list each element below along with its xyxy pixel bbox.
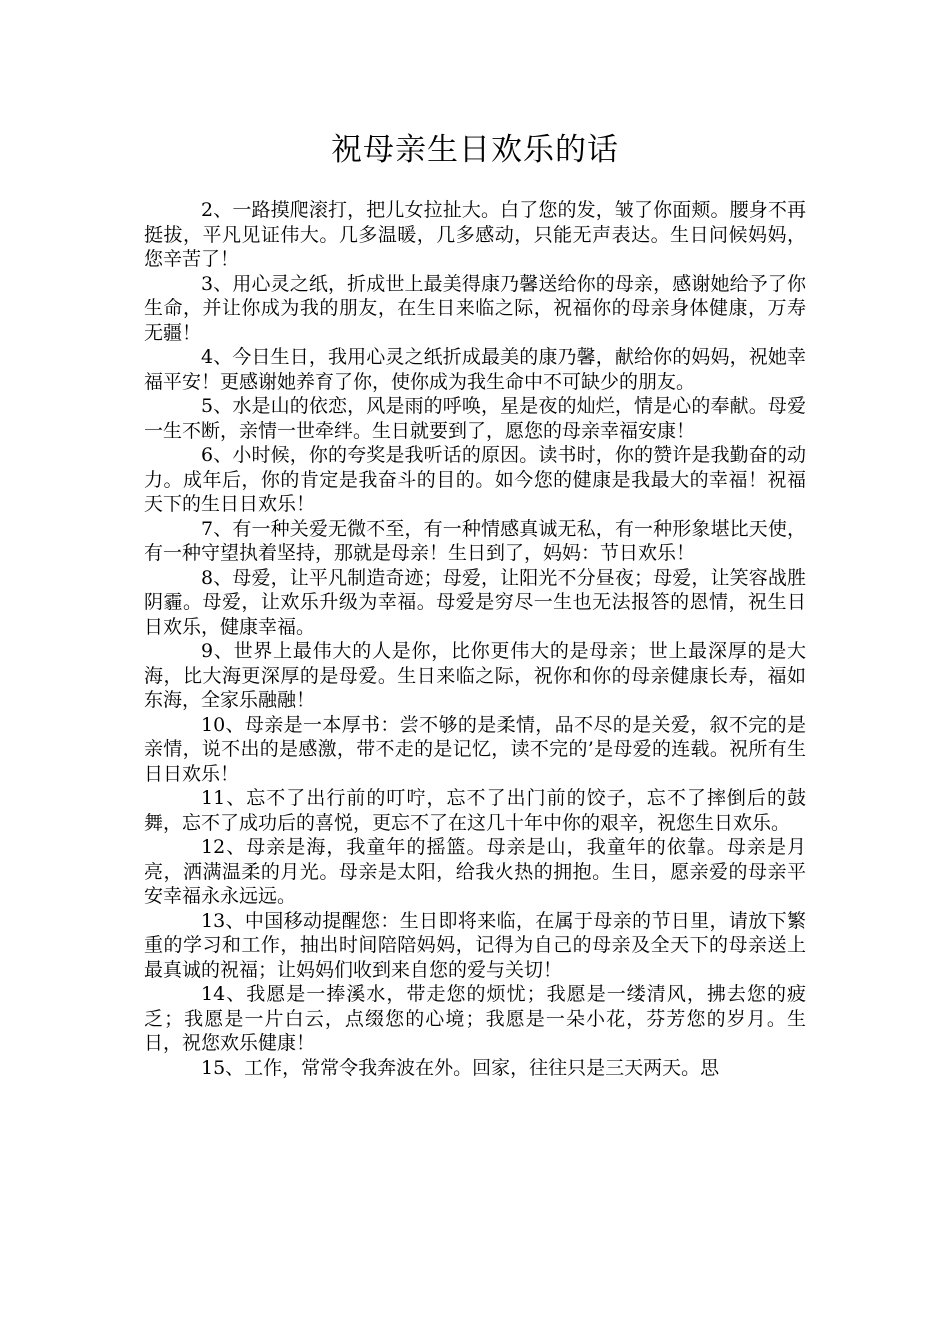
paragraph-11: 11、忘不了出行前的叮咛，忘不了出门前的饺子，忘不了摔倒后的鼓舞，忘不了成功后的喜悦，更忘不了在这几十年中你的艰辛，祝您生日欢乐。 xyxy=(144,787,806,834)
paragraph-10: 10、母亲是一本厚书：尝不够的是柔情，品不尽的是关爱，叙不完的是亲情，说不出的是感激，带不走的是记忆，读不完的’是母爱的连载。祝所有生日日欢乐！ xyxy=(144,713,806,785)
paragraph-8: 8、母爱，让平凡制造奇迹；母爱，让阳光不分昼夜；母爱，让笑容战胜阴霾。母爱，让欢乐升级为幸福。母爱是穷尽一生也无法报答的恩情，祝生日日欢乐，健康幸福。 xyxy=(144,566,806,638)
paragraph-15: 15、工作，常常令我奔波在外。回家，往往只是三天两天。思 xyxy=(201,1056,720,1079)
paragraph-4: 4、今日生日，我用心灵之纸折成最美的康乃馨，献给你的妈妈，祝她幸福平安！更感谢她养育了你，使你成为我生命中不可缺少的朋友。 xyxy=(144,346,806,393)
paragraph-3: 3、用心灵之纸，折成世上最美得康乃馨送给你的母亲，感谢她给予了你生命，并让你成为我的朋友，在生日来临之际，祝福你的母亲身体健康，万寿无疆！ xyxy=(144,272,806,344)
paragraph-7: 7、有一种关爱无微不至，有一种情感真诚无私，有一种形象堪比天使，有一种守望执着坚持，那就是母亲！生日到了，妈妈：节日欢乐！ xyxy=(144,517,806,564)
paragraph-12: 12、母亲是海，我童年的摇篮。母亲是山，我童年的依靠。母亲是月亮，洒满温柔的月光。母亲是太阳，给我火热的拥抱。生日，愿亲爱的母亲平安幸福永永远远。 xyxy=(144,836,806,907)
paragraph-2: 2、一路摸爬滚打，把儿女拉扯大。白了您的发，皱了你面颊。腰身不再挺拔，平凡见证伟大。几多温暖，几多感动，只能无声表达。生日问候妈妈，您辛苦了！ xyxy=(144,199,806,270)
paragraph-13: 13、中国移动提醒您：生日即将来临，在属于母亲的节日里，请放下繁重的学习和工作，抽出时间陪陪妈妈，记得为自己的母亲及全天下的母亲送上最真诚的祝福；让妈妈们收到来自您的爱与关切！ xyxy=(144,909,806,981)
paragraph-14: 14、我愿是一捧溪水，带走您的烦忧；我愿是一缕清风，拂去您的疲乏；我愿是一片白云，点缀您的心境；我愿是一朵小花，芬芳您的岁月。生日，祝您欢乐健康！ xyxy=(144,983,806,1054)
paragraph-6: 6、小时候，你的夸奖是我听话的原因。读书时，你的赞许是我勤奋的动力。成年后，你的肯定是我奋斗的目的。如今您的健康是我最大的幸福！祝福天下的生日日欢乐！ xyxy=(144,444,806,515)
paragraph-9: 9、世界上最伟大的人是你，比你更伟大的是母亲；世上最深厚的是大海，比大海更深厚的是母爱。生日来临之际，祝你和你的母亲健康长寿，福如东海，全家乐融融！ xyxy=(144,640,806,711)
paragraph-5: 5、水是山的依恋，风是雨的呼唤，星是夜的灿烂，情是心的奉献。母爱一生不断，亲情一世牵绊。生日就要到了，愿您的母亲幸福安康！ xyxy=(144,395,806,442)
document-body xyxy=(144,198,806,1080)
page-title: 祝母亲生日欢乐的话 xyxy=(331,132,619,168)
